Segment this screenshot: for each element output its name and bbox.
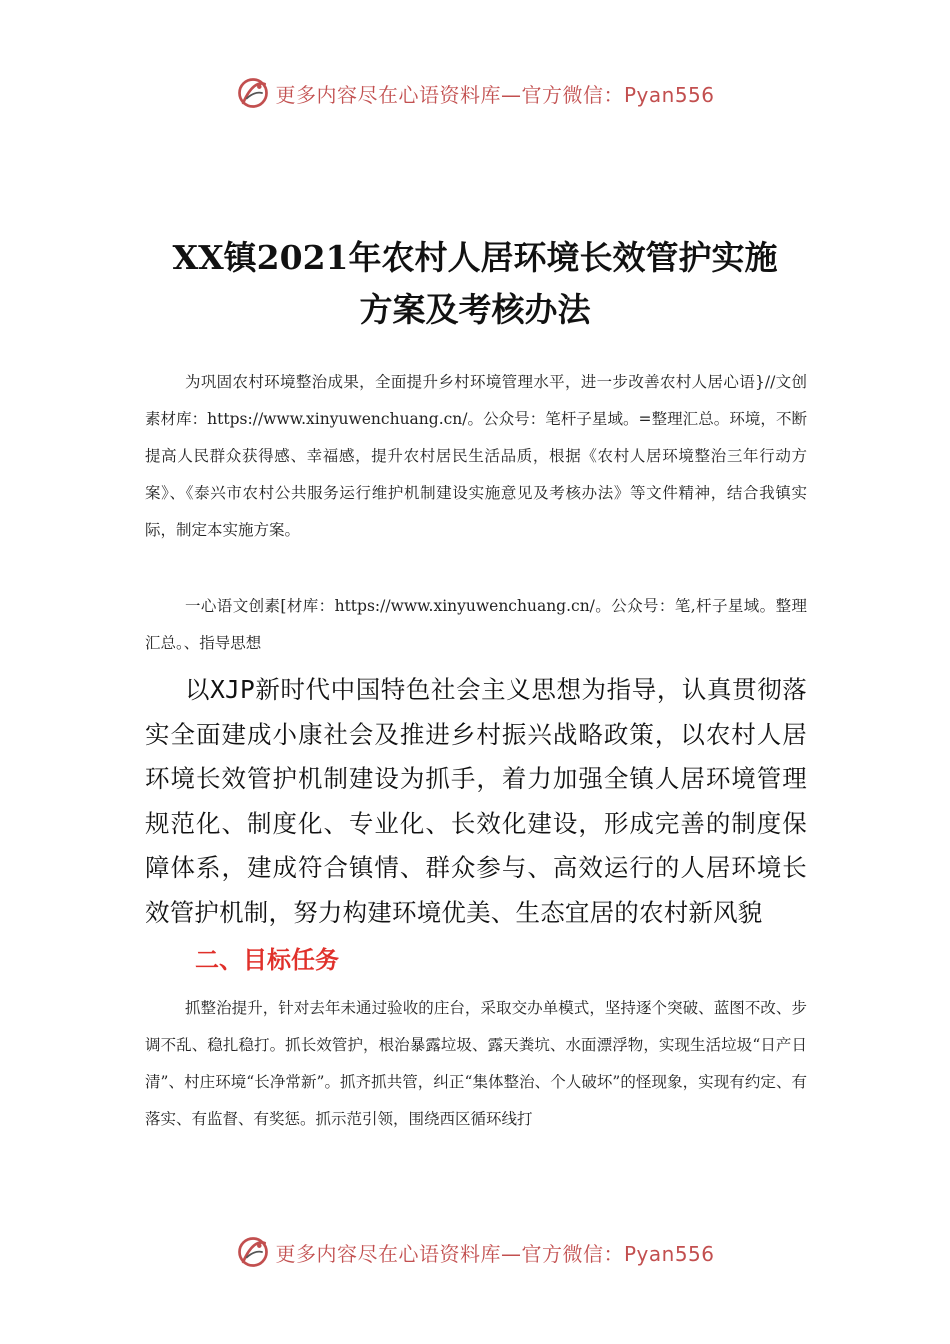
section1-body: 以XJP新时代中国特色社会主义思想为指导，认真贯彻落实全面建成小康社会及推进乡村振兴战略政策，以农村人居环境长效管护机制建设为抓手，着力加强全镇人居环境管理规范化、制度化、专业化、长效化建设，形成完善的制度保障体系，建成符合镇情、群众参与、高效运行的人居环境长效管护机制，努力构建环境优美、生态宜居的农村新风貌 [145, 675, 807, 927]
intro-block [145, 364, 807, 549]
title-line-1: XX镇2021年农村人居环境长效管护实施 [172, 238, 778, 277]
intro-paragraph: 为巩固农村环境整治成果，全面提升乡村环境管理水平，进一步改善农村人居心语}//文创素材库：https://www.xinyuwenchuang.cn/。公众号：笔杆子星域。=整理汇总。环境，不断提高人民群众获得感、幸福感，提升农村居民生活品质，根据《农村人居环境整治三年行动方案》、《泰兴市农村公共服务运行维护机制建设实施意见及考核办法》等文件精神，结合我镇实际，制定本实施方案。 [145, 373, 807, 539]
banner-text: 更多内容尽在心语资料库—官方微信：Pyan556 [275, 82, 715, 107]
section1-body-block [145, 668, 807, 935]
header-banner [0, 73, 950, 113]
logo-icon [235, 75, 271, 111]
section2-body: 抓整治提升，针对去年未通过验收的庄台，采取交办单模式，坚持逐个突破、蓝图不改、步调不乱、稳扎稳打。抓长效管护，根治暴露垃圾、露天粪坑、水面漂浮物，实现生活垃圾“日产日清”、村庄环境“长净常新”。抓齐抓共管，纠正“集体整治、个人破坏”的怪现象，实现有约定、有落实、有监督、有奖惩。抓示范引领，围绕西区循环线打 [145, 999, 807, 1128]
section1-heading: 一心语文创素[材库：https://www.xinyuwenchuang.cn/。公众号：笔,杆子星域。整理汇总。、指导思想 [145, 597, 807, 652]
banner-text: 更多内容尽在心语资料库—官方微信：Pyan556 [275, 1241, 715, 1266]
section2-body-block [145, 990, 807, 1138]
section2-heading: 二、目标任务 [195, 946, 339, 974]
title-line-2: 方案及考核办法 [359, 290, 591, 329]
footer-banner [0, 1232, 950, 1272]
document-title [120, 232, 830, 336]
logo-icon [235, 1234, 271, 1270]
section2-heading-block [145, 940, 807, 980]
section1-heading-block [145, 588, 807, 662]
